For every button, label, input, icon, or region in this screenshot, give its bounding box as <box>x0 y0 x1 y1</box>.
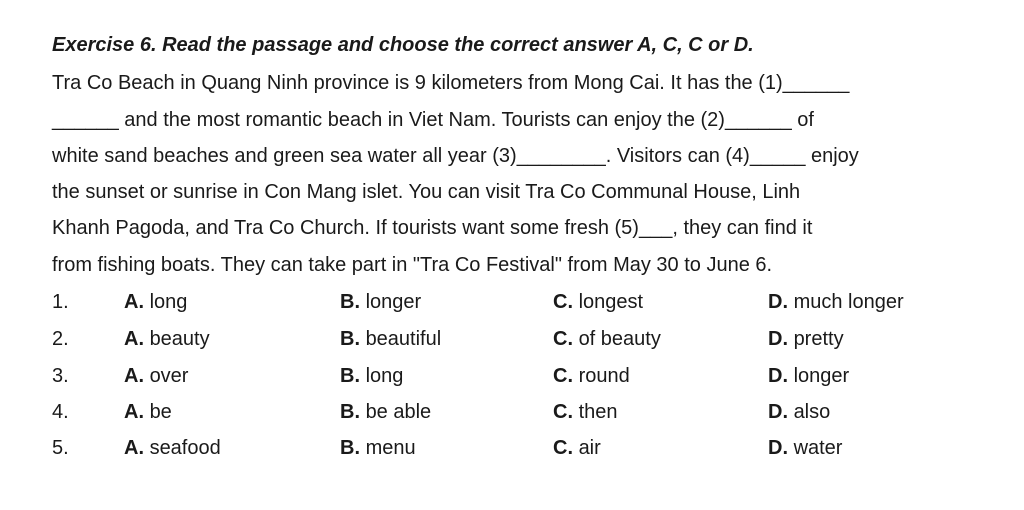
option-text: seafood <box>149 437 221 459</box>
option-text: long <box>365 365 404 387</box>
option-a[interactable] <box>124 401 172 424</box>
option-text: round <box>578 365 630 387</box>
option-a[interactable] <box>124 291 187 314</box>
option-c[interactable] <box>553 328 661 351</box>
option-letter: A. <box>124 291 144 313</box>
option-letter: C. <box>553 328 573 350</box>
option-text: be able <box>365 401 432 423</box>
question-number: 3. <box>52 365 69 387</box>
option-letter: A. <box>124 365 144 387</box>
question-number: 5. <box>52 437 69 459</box>
option-d[interactable] <box>768 365 849 388</box>
option-text: beautiful <box>365 328 442 350</box>
option-letter: B. <box>340 328 360 350</box>
option-b[interactable] <box>340 437 416 460</box>
passage-line: Tra Co Beach in Quang Ninh province is 9 kilometers from Mong Cai. It has the (1)______ <box>52 72 850 94</box>
option-a[interactable] <box>124 437 221 460</box>
option-c[interactable] <box>553 401 618 424</box>
passage-line: the sunset or sunrise in Con Mang islet. You can visit Tra Co Communal House, Linh <box>52 181 801 203</box>
option-c[interactable] <box>553 437 601 460</box>
passage-line: Khanh Pagoda, and Tra Co Church. If tourists want some fresh (5)___, they can find it <box>52 217 813 239</box>
option-text: air <box>578 437 601 459</box>
option-text: much longer <box>793 291 904 313</box>
option-text: pretty <box>793 328 844 350</box>
question-number: 2. <box>52 328 69 350</box>
option-b[interactable] <box>340 328 441 351</box>
option-text: then <box>578 401 618 423</box>
option-letter: A. <box>124 437 144 459</box>
passage-line: ______ and the most romantic beach in Viet Nam. Tourists can enjoy the (2)______ of <box>52 109 814 131</box>
option-text: longer <box>793 365 850 387</box>
option-d[interactable] <box>768 437 842 460</box>
option-text: water <box>793 437 843 459</box>
option-letter: C. <box>553 291 573 313</box>
option-letter: D. <box>768 328 788 350</box>
option-letter: B. <box>340 365 360 387</box>
option-c[interactable] <box>553 365 630 388</box>
option-b[interactable] <box>340 365 403 388</box>
option-d[interactable] <box>768 401 830 424</box>
option-letter: D. <box>768 365 788 387</box>
option-letter: D. <box>768 401 788 423</box>
option-a[interactable] <box>124 365 188 388</box>
option-text: long <box>149 291 188 313</box>
option-letter: A. <box>124 328 144 350</box>
option-letter: C. <box>553 437 573 459</box>
question-number: 1. <box>52 291 69 313</box>
question-number: 4. <box>52 401 69 423</box>
option-c[interactable] <box>553 291 643 314</box>
option-letter: B. <box>340 291 360 313</box>
option-text: menu <box>365 437 416 459</box>
passage-line: from fishing boats. They can take part in "Tra Co Festival" from May 30 to June 6. <box>52 254 773 276</box>
option-letter: B. <box>340 437 360 459</box>
option-a[interactable] <box>124 328 210 351</box>
option-letter: D. <box>768 437 788 459</box>
option-text: also <box>793 401 831 423</box>
option-text: longest <box>578 291 644 313</box>
option-letter: C. <box>553 401 573 423</box>
passage-line: white sand beaches and green sea water all year (3)________. Visitors can (4)_____ enjoy <box>52 145 859 167</box>
option-b[interactable] <box>340 291 421 314</box>
option-text: beauty <box>149 328 210 350</box>
option-text: over <box>149 365 189 387</box>
exercise-title: Exercise 6. Read the passage and choose the correct answer A, C, C or D. <box>52 34 754 56</box>
option-letter: B. <box>340 401 360 423</box>
option-text: of beauty <box>578 328 661 350</box>
option-letter: C. <box>553 365 573 387</box>
option-b[interactable] <box>340 401 431 424</box>
option-text: be <box>149 401 172 423</box>
option-letter: A. <box>124 401 144 423</box>
option-d[interactable] <box>768 291 904 314</box>
option-letter: D. <box>768 291 788 313</box>
option-text: longer <box>365 291 422 313</box>
option-d[interactable] <box>768 328 844 351</box>
